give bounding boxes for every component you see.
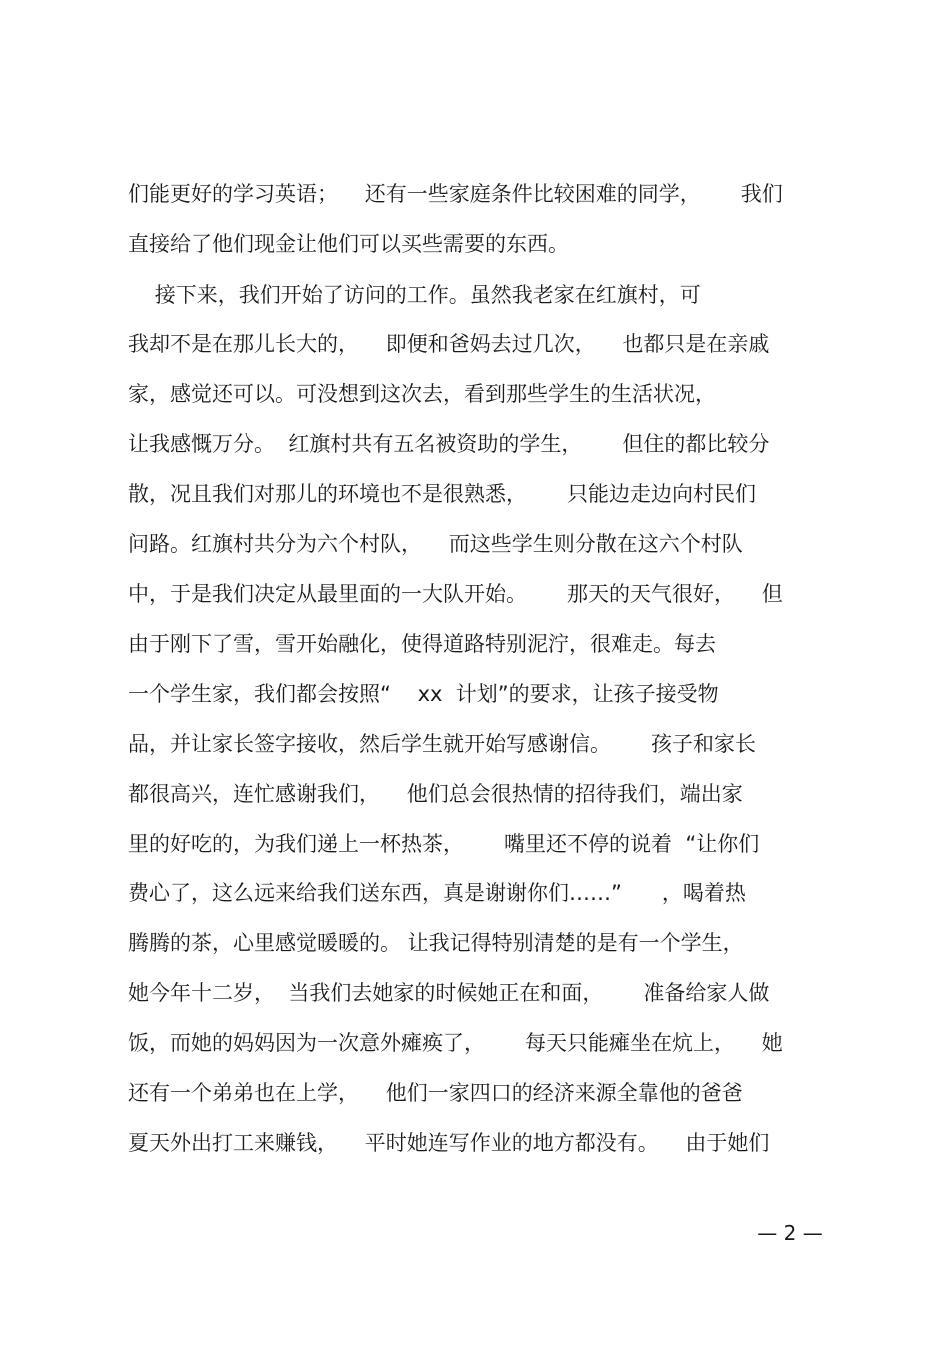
text-line-6: 让我感慨万分。 红旗村共有五名被资助的学生， 但住的都比较分 — [128, 432, 770, 456]
text-line-1: 们能更好的学习英语； 还有一些家庭条件比较困难的同学， 我们 — [128, 182, 783, 206]
text-line-3: 接下来，我们开始了访问的工作。虽然我老家在红旗村，可 — [128, 283, 701, 307]
text-line-20: 夏天外出打工来赚钱， 平时她连写作业的地方都没有。 由于她们 — [128, 1131, 770, 1155]
text-line-12: 品，并让家长签字接收，然后学生就开始写感谢信。 孩子和家长 — [128, 732, 757, 756]
text-line-4: 我却不是在那儿长大的， 即便和爸妈去过几次， 也都只是在亲戚 — [128, 332, 770, 356]
text-line-9: 中，于是我们决定从最里面的一大队开始。 那天的天气很好， 但 — [128, 582, 783, 606]
text-line-7: 散，况且我们对那儿的环境也不是很熟悉， 只能边走边向村民们 — [128, 482, 757, 506]
text-line-15: 费心了，这么远来给我们送东西，真是谢谢你们……” ，喝着热 — [128, 881, 746, 905]
text-line-2: 直接给了他们现金让他们可以买些需要的东西。 — [128, 232, 569, 256]
text-line-10: 由于刚下了雪，雪开始融化，使得道路特别泥泞，很难走。每去 — [128, 632, 716, 656]
text-line-19: 还有一个弟弟也在上学， 他们一家四口的经济来源全靠他的爸爸 — [128, 1081, 743, 1105]
text-line-14: 里的好吃的，为我们递上一杯热茶， 嘴里还不停的说着 “让你们 — [128, 832, 760, 856]
text-line-8: 问路。红旗村共分为六个村队， 而这些学生则分散在这六个村队 — [128, 532, 743, 556]
text-line-18: 饭，而她的妈妈因为一次意外瘫痪了， 每天只能瘫坐在炕上， 她 — [128, 1031, 783, 1055]
text-line-13: 都很高兴，连忙感谢我们， 他们总会很热情的招待我们，端出家 — [128, 782, 743, 806]
text-line-16: 腾腾的茶，心里感觉暖暖的。 让我记得特别清楚的是有一个学生， — [128, 931, 744, 955]
text-line-11: 一个学生家，我们都会按照“ xx 计划”的要求，让孩子接受物 — [128, 682, 719, 706]
text-line-5: 家，感觉还可以。可没想到这次去，看到那些学生的生活状况， — [128, 382, 716, 406]
page-number: — 2 — — [757, 1221, 823, 1245]
text-line-17: 她今年十二岁， 当我们去她家的时候她正在和面， 准备给家人做 — [128, 981, 770, 1005]
